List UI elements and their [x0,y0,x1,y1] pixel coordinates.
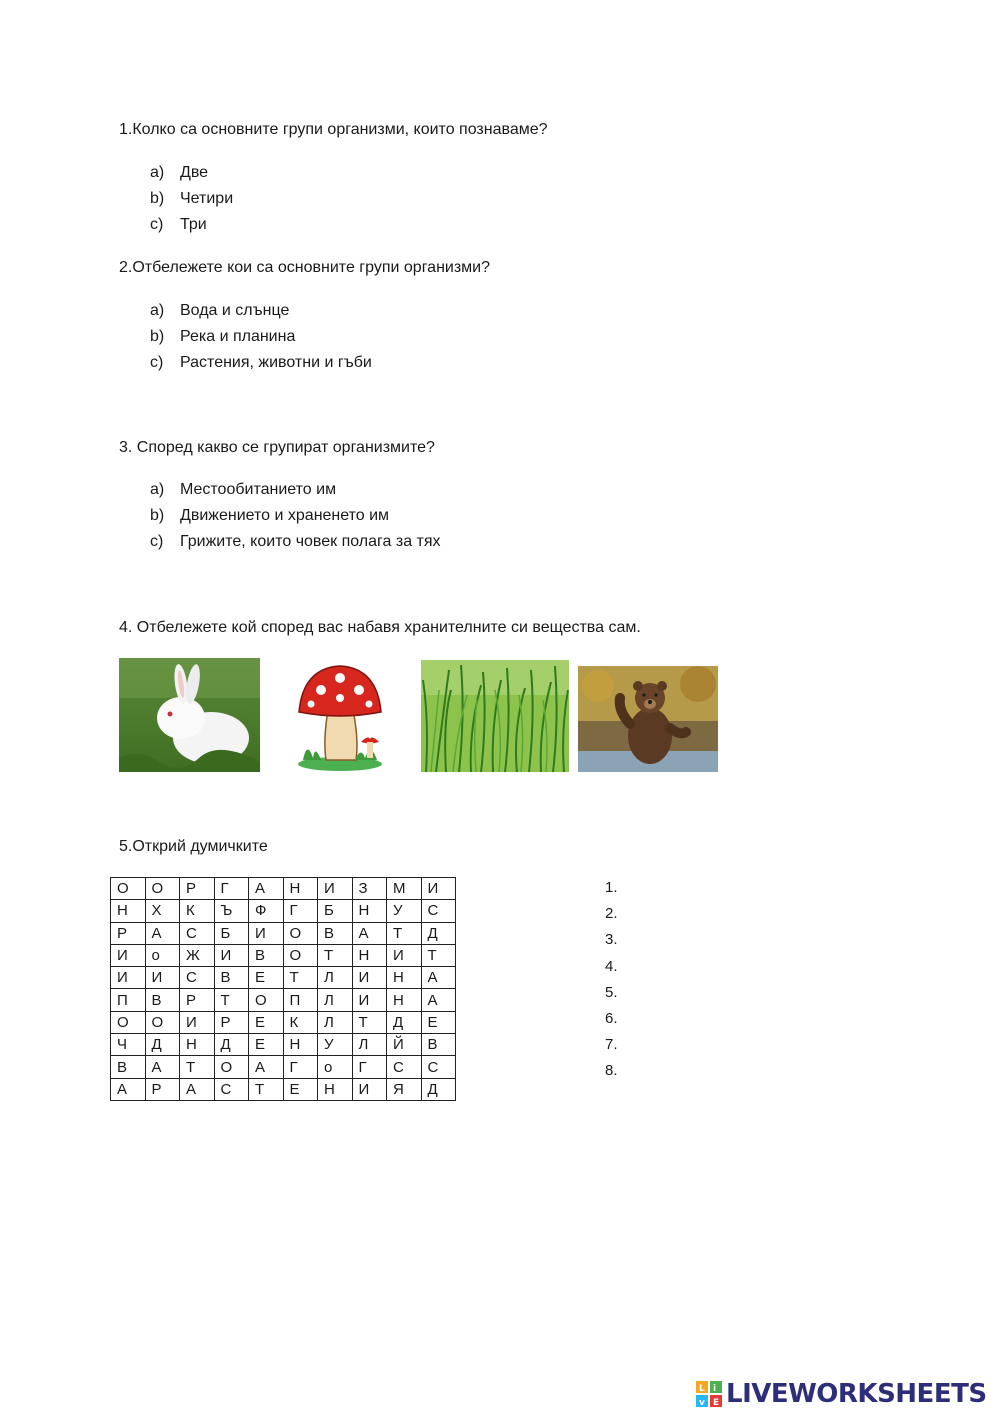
grid-cell[interactable]: А [180,1078,215,1100]
answer-slot[interactable]: 2. [605,905,618,923]
grid-cell[interactable]: О [145,1011,180,1033]
grid-row [111,989,456,1011]
word-search-grid [110,877,456,1101]
answer-slot[interactable]: 5. [605,983,618,1001]
grid-cell[interactable]: Т [421,944,456,966]
grid-cell[interactable]: И [352,989,387,1011]
svg-text:E: E [713,1398,720,1407]
grid-cell[interactable]: Н [318,1078,353,1100]
grid-cell[interactable]: С [421,900,456,922]
grid-row [111,878,456,900]
grid-cell[interactable]: И [421,878,456,900]
grid-cell[interactable]: Т [352,1011,387,1033]
grid-cell[interactable]: К [283,1011,318,1033]
grid-cell[interactable]: С [387,1056,422,1078]
grid-cell[interactable]: Л [318,989,353,1011]
grid-cell[interactable]: Н [283,1034,318,1056]
logo-blocks-icon [696,1381,722,1407]
grid-cell[interactable]: В [111,1056,146,1078]
grid-cell[interactable]: И [111,967,146,989]
answer-slot[interactable]: 8. [605,1062,618,1080]
svg-text:v: v [699,1398,705,1407]
grid-cell[interactable]: А [421,989,456,1011]
question-5: 5.Открий думичките [119,838,268,855]
grid-cell[interactable]: О [214,1056,249,1078]
grid-cell[interactable]: В [214,967,249,989]
grid-cell[interactable]: А [421,967,456,989]
grid-cell[interactable]: Т [214,989,249,1011]
grid-cell[interactable]: Т [318,944,353,966]
mushroom-image[interactable] [293,660,388,772]
grid-cell[interactable]: Р [111,922,146,944]
grid-cell[interactable]: И [352,967,387,989]
grid-cell[interactable]: А [249,878,284,900]
logo-text: LIVEWORKSHEETS [726,1379,987,1409]
grid-cell[interactable]: Т [180,1056,215,1078]
grid-cell[interactable]: В [145,989,180,1011]
grid-row [111,1056,456,1078]
grid-cell[interactable]: Л [352,1034,387,1056]
grid-cell[interactable]: С [180,922,215,944]
grid-cell[interactable]: И [180,1011,215,1033]
svg-text:i: i [713,1384,717,1394]
grid-cell[interactable]: Л [318,967,353,989]
grid-cell[interactable]: Т [387,922,422,944]
grid-cell[interactable]: С [421,1056,456,1078]
grass-image[interactable] [421,660,569,772]
grid-cell[interactable]: И [387,944,422,966]
grid-cell[interactable]: Ъ [214,900,249,922]
grid-cell[interactable]: О [249,989,284,1011]
grid-cell[interactable]: И [145,967,180,989]
grid-cell[interactable]: И [249,922,284,944]
svg-text:L: L [699,1384,705,1394]
grid-cell[interactable]: Н [352,900,387,922]
question-2: 2.Отбележете кои са основните групи организми? [119,259,491,276]
grid-cell[interactable]: Д [421,1078,456,1100]
question-4: 4. Отбележете кой според вас набавя хранителните си вещества сам. [119,619,641,636]
grid-cell[interactable]: Я [387,1078,422,1100]
grid-cell[interactable]: Е [249,1011,284,1033]
grid-cell[interactable]: У [318,1034,353,1056]
liveworksheets-logo[interactable] [696,1378,987,1410]
grid-cell[interactable]: П [283,989,318,1011]
question-3: 3. Според какво се групират организмите? [119,439,435,456]
rabbit-image[interactable] [119,658,260,772]
grid-cell[interactable]: Т [249,1078,284,1100]
grid-cell[interactable]: А [145,1056,180,1078]
grid-cell[interactable]: Н [387,967,422,989]
question-1: 1.Колко са основните групи организми, които познаваме? [119,121,548,138]
answer-slot[interactable]: 7. [605,1036,618,1054]
grid-cell[interactable]: Д [387,1011,422,1033]
grid-row [111,1011,456,1033]
grid-cell[interactable]: Т [283,967,318,989]
answer-slot[interactable]: 4. [605,957,618,975]
grid-cell[interactable]: Р [214,1011,249,1033]
grid-cell[interactable]: Н [352,944,387,966]
grid-cell[interactable]: Л [318,1011,353,1033]
grid-cell[interactable]: о [145,944,180,966]
grid-cell[interactable]: Ж [180,944,215,966]
grid-cell[interactable]: П [111,989,146,1011]
grid-cell[interactable]: Г [352,1056,387,1078]
grid-cell[interactable]: З [352,878,387,900]
grid-cell[interactable]: К [180,900,215,922]
grid-cell[interactable]: И [111,944,146,966]
grid-cell[interactable]: В [421,1034,456,1056]
grid-cell[interactable]: У [387,900,422,922]
grid-cell[interactable]: о [318,1056,353,1078]
answer-slot[interactable]: 3. [605,931,618,949]
grid-cell[interactable]: О [145,878,180,900]
grid-cell[interactable]: С [214,1078,249,1100]
grid-cell[interactable]: Й [387,1034,422,1056]
grid-cell[interactable]: А [352,922,387,944]
grid-cell[interactable]: Б [318,900,353,922]
grid-cell[interactable]: Б [214,922,249,944]
grid-cell[interactable]: О [283,922,318,944]
grid-cell[interactable]: О [111,878,146,900]
grid-cell[interactable]: Е [283,1078,318,1100]
grid-cell[interactable]: И [352,1078,387,1100]
grid-cell[interactable]: Р [180,878,215,900]
grid-cell[interactable]: Е [421,1011,456,1033]
grid-row [111,900,456,922]
grid-cell[interactable]: О [111,1011,146,1033]
grid-cell[interactable]: Г [283,1056,318,1078]
grid-cell[interactable]: Ч [111,1034,146,1056]
grid-cell[interactable]: Д [421,922,456,944]
grid-cell[interactable]: Г [214,878,249,900]
answer-slot[interactable]: 1. [605,879,618,896]
grid-cell[interactable]: И [318,878,353,900]
grid-cell[interactable]: Р [145,1078,180,1100]
grid-cell[interactable]: Н [180,1034,215,1056]
grid-cell[interactable]: Д [214,1034,249,1056]
grid-row [111,944,456,966]
grid-cell[interactable]: С [180,967,215,989]
grid-cell[interactable]: Х [145,900,180,922]
grid-cell[interactable]: Е [249,967,284,989]
grid-cell[interactable]: В [249,944,284,966]
grid-cell[interactable]: Д [145,1034,180,1056]
grid-cell[interactable]: Р [180,989,215,1011]
grid-row [111,922,456,944]
grid-cell[interactable]: А [111,1078,146,1100]
grid-row [111,1078,456,1100]
grid-cell[interactable]: Н [111,900,146,922]
grid-cell[interactable]: А [249,1056,284,1078]
grid-cell[interactable]: А [145,922,180,944]
grid-cell[interactable]: Ф [249,900,284,922]
grid-cell[interactable]: Г [283,900,318,922]
grid-cell[interactable]: О [283,944,318,966]
bear-image[interactable] [578,666,718,772]
answer-slot[interactable]: 6. [605,1010,618,1027]
grid-cell[interactable]: В [318,922,353,944]
grid-cell[interactable]: М [387,878,422,900]
grid-cell[interactable]: Е [249,1034,284,1056]
grid-cell[interactable]: Н [387,989,422,1011]
grid-row [111,1034,456,1056]
grid-cell[interactable]: И [214,944,249,966]
grid-cell[interactable]: Н [283,878,318,900]
grid-row [111,967,456,989]
